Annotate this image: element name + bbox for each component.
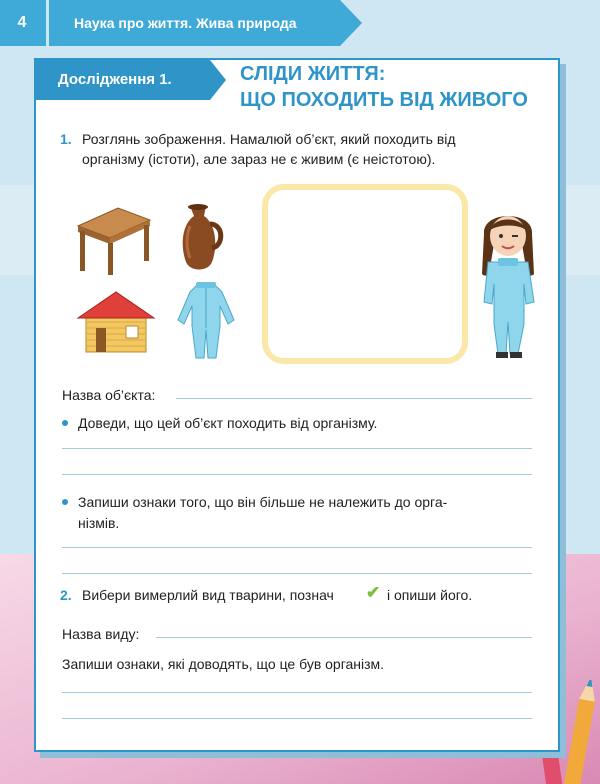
answer-line[interactable] [62,474,532,475]
check-icon: ✔ [366,583,381,602]
task2-text-before-check: Вибери вимерлий вид тварини, познач [82,587,334,603]
species-name-line[interactable] [156,637,532,638]
bullet2-text-line2: нізмів. [78,515,120,531]
bullet1-text: Доведи, що цей об’єкт походить від організму. [78,415,378,431]
research-title-line2: ЩО ПОХОДИТЬ ВІД ЖИВОГО [240,89,528,111]
research-title-line1: СЛІДИ ЖИТТЯ: [240,63,386,85]
task1-text-line1: Розглянь зображення. Намалюй об’єкт, який походить від [82,131,456,147]
header-title: Наука про життя. Жива природа [74,15,297,31]
bullet-dot [62,499,68,505]
girl-icon [472,204,548,364]
bullet-dot [62,420,68,426]
answer-line[interactable] [62,448,532,449]
signs-text: Запиши ознаки, які доводять, що це був організм. [62,656,385,672]
answer-line[interactable] [62,692,532,693]
answer-line[interactable] [62,718,532,719]
page-number: 4 [17,14,27,31]
answer-line[interactable] [62,573,532,574]
task2-number: 2. [60,587,72,603]
task1-text-line2: організму (істоти), але зараз не є живим (є неістотою). [82,151,436,167]
task1-number: 1. [60,131,72,147]
object-name-label: Назва об’єкта: [62,387,156,403]
bullet2-text-line1: Запиши ознаки того, що він більше не належить до орга- [78,494,448,510]
species-name-label: Назва виду: [62,626,140,642]
drawing-area[interactable] [262,184,468,364]
house-icon [76,288,156,354]
header-separator [46,0,49,46]
object-name-line[interactable] [176,398,532,399]
research-tag-label: Дослідження 1. [58,71,172,88]
jug-icon [172,202,228,276]
table-icon [72,204,152,276]
task2-text-after-check: і опиши його. [387,587,473,603]
snowsuit-icon [176,280,238,362]
answer-line[interactable] [62,547,532,548]
